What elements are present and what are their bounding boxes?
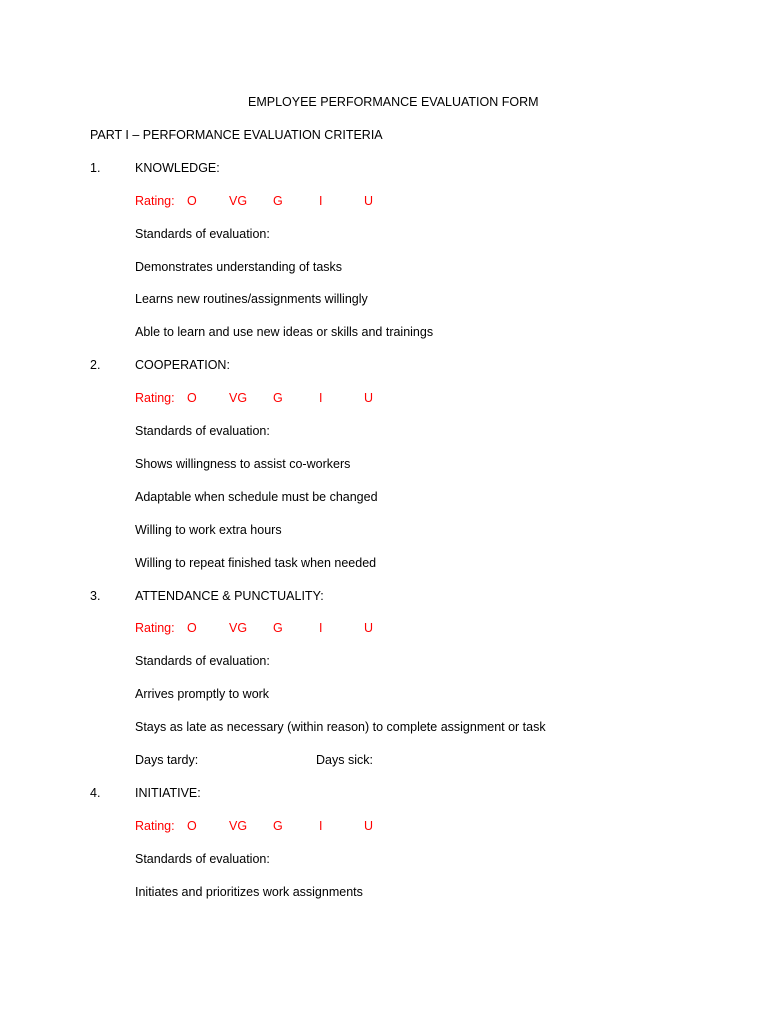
rating-option-g[interactable]: G: [273, 391, 283, 405]
section-2-heading: COOPERATION:: [135, 358, 230, 372]
rating-option-g[interactable]: G: [273, 819, 283, 833]
rating-option-g[interactable]: G: [273, 621, 283, 635]
rating-option-vg[interactable]: VG: [229, 621, 248, 635]
days-sick-label: Days sick:: [316, 753, 373, 767]
rating-option-o[interactable]: O: [187, 621, 197, 635]
section-1-heading: KNOWLEDGE:: [135, 161, 220, 175]
standard-item: Learns new routines/assignments willingly: [135, 292, 368, 306]
standard-item: Willing to work extra hours: [135, 523, 282, 537]
section-1-number: 1.: [90, 161, 101, 175]
standard-item: Shows willingness to assist co-workers: [135, 457, 351, 471]
section-4-heading: INITIATIVE:: [135, 786, 201, 800]
rating-option-u[interactable]: U: [364, 194, 374, 208]
standards-label: Standards of evaluation:: [135, 227, 270, 241]
rating-option-i[interactable]: I: [319, 391, 323, 405]
rating-option-o[interactable]: O: [187, 194, 197, 208]
rating-label: Rating:: [135, 621, 175, 635]
rating-option-vg[interactable]: VG: [229, 391, 248, 405]
rating-option-vg[interactable]: VG: [229, 194, 248, 208]
rating-option-o[interactable]: O: [187, 391, 197, 405]
rating-option-g[interactable]: G: [273, 194, 283, 208]
standards-label: Standards of evaluation:: [135, 424, 270, 438]
rating-option-vg[interactable]: VG: [229, 819, 248, 833]
section-3-heading: ATTENDANCE & PUNCTUALITY:: [135, 589, 324, 603]
rating-option-u[interactable]: U: [364, 621, 374, 635]
standard-item: Demonstrates understanding of tasks: [135, 260, 343, 274]
standard-item: Adaptable when schedule must be changed: [135, 490, 378, 504]
rating-label: Rating:: [135, 819, 175, 833]
days-tardy-label: Days tardy:: [135, 753, 199, 767]
standard-item: Initiates and prioritizes work assignments: [135, 885, 363, 899]
section-3-number: 3.: [90, 589, 101, 603]
rating-option-i[interactable]: I: [319, 819, 323, 833]
rating-option-i[interactable]: I: [319, 621, 323, 635]
rating-option-o[interactable]: O: [187, 819, 197, 833]
form-title: EMPLOYEE PERFORMANCE EVALUATION FORM: [248, 95, 539, 109]
rating-option-u[interactable]: U: [364, 819, 374, 833]
rating-label: Rating:: [135, 391, 175, 405]
section-2-number: 2.: [90, 358, 101, 372]
standard-item: Able to learn and use new ideas or skills and trainings: [135, 325, 434, 339]
rating-option-i[interactable]: I: [319, 194, 323, 208]
part-heading: PART I – PERFORMANCE EVALUATION CRITERIA: [90, 128, 383, 142]
standard-item: Willing to repeat finished task when needed: [135, 556, 377, 570]
section-4-number: 4.: [90, 786, 101, 800]
rating-option-u[interactable]: U: [364, 391, 374, 405]
rating-label: Rating:: [135, 194, 175, 208]
standard-item: Arrives promptly to work: [135, 687, 270, 701]
standards-label: Standards of evaluation:: [135, 654, 270, 668]
standards-label: Standards of evaluation:: [135, 852, 270, 866]
standard-item: Stays as late as necessary (within reason) to complete assignment or task: [135, 720, 546, 734]
